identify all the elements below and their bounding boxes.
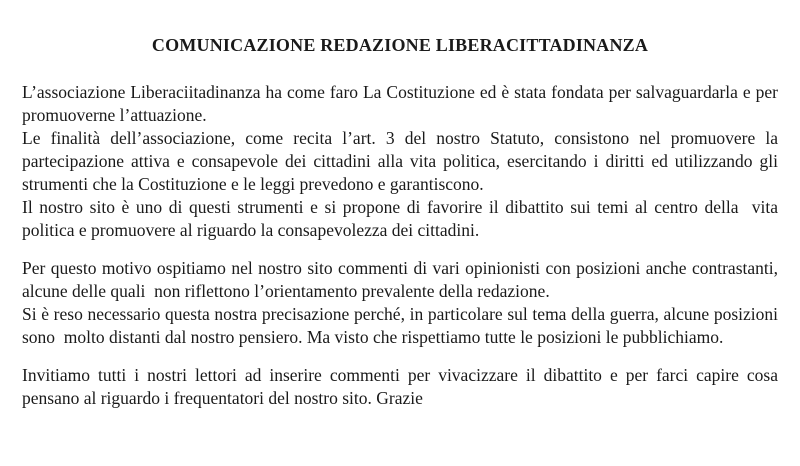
paragraph: Invitiamo tutti i nostri lettori ad inserire commenti per vivacizzare il dibattito e per farci capire cosa pensano al riguardo i frequentatori del nostro sito. Grazie bbox=[22, 365, 778, 408]
paragraph-block-invitation bbox=[22, 364, 778, 410]
paragraph: L’associazione Liberaciitadinanza ha come faro La Costituzione ed è stata fondata per salvaguardarla e per promuoverne l’attuazione. bbox=[22, 82, 778, 125]
paragraph: Le finalità dell’associazione, come recita l’art. 3 del nostro Statuto, consistono nel promuovere la partecipazione attiva e consapevole dei cittadini alla vita politica, esercitando i diritti ed utilizzando gli strumenti che la Costituzione e le leggi prevedono e garantiscono. bbox=[22, 128, 778, 194]
paragraph: Si è reso necessario questa nostra precisazione perché, in particolare sul tema della guerra, alcune posizioni sono molto distanti dal nostro pensiero. Ma visto che rispettiamo tutte le posizioni le pubblichiamo. bbox=[22, 304, 778, 347]
paragraph-block-intro bbox=[22, 81, 778, 242]
paragraph: Il nostro sito è uno di questi strumenti e si propone di favorire il dibattito sui temi al centro della vita politica e promuovere al riguardo la consapevolezza dei cittadini. bbox=[22, 197, 778, 240]
paragraph: Per questo motivo ospitiamo nel nostro sito commenti di vari opinionisti con posizioni anche contrastanti, alcune delle quali non riflettono l’orientamento prevalente della redazione. bbox=[22, 258, 778, 301]
paragraph-block-motivation bbox=[22, 257, 778, 349]
document-title: COMUNICAZIONE REDAZIONE LIBERACITTADINANZA bbox=[151, 35, 649, 55]
